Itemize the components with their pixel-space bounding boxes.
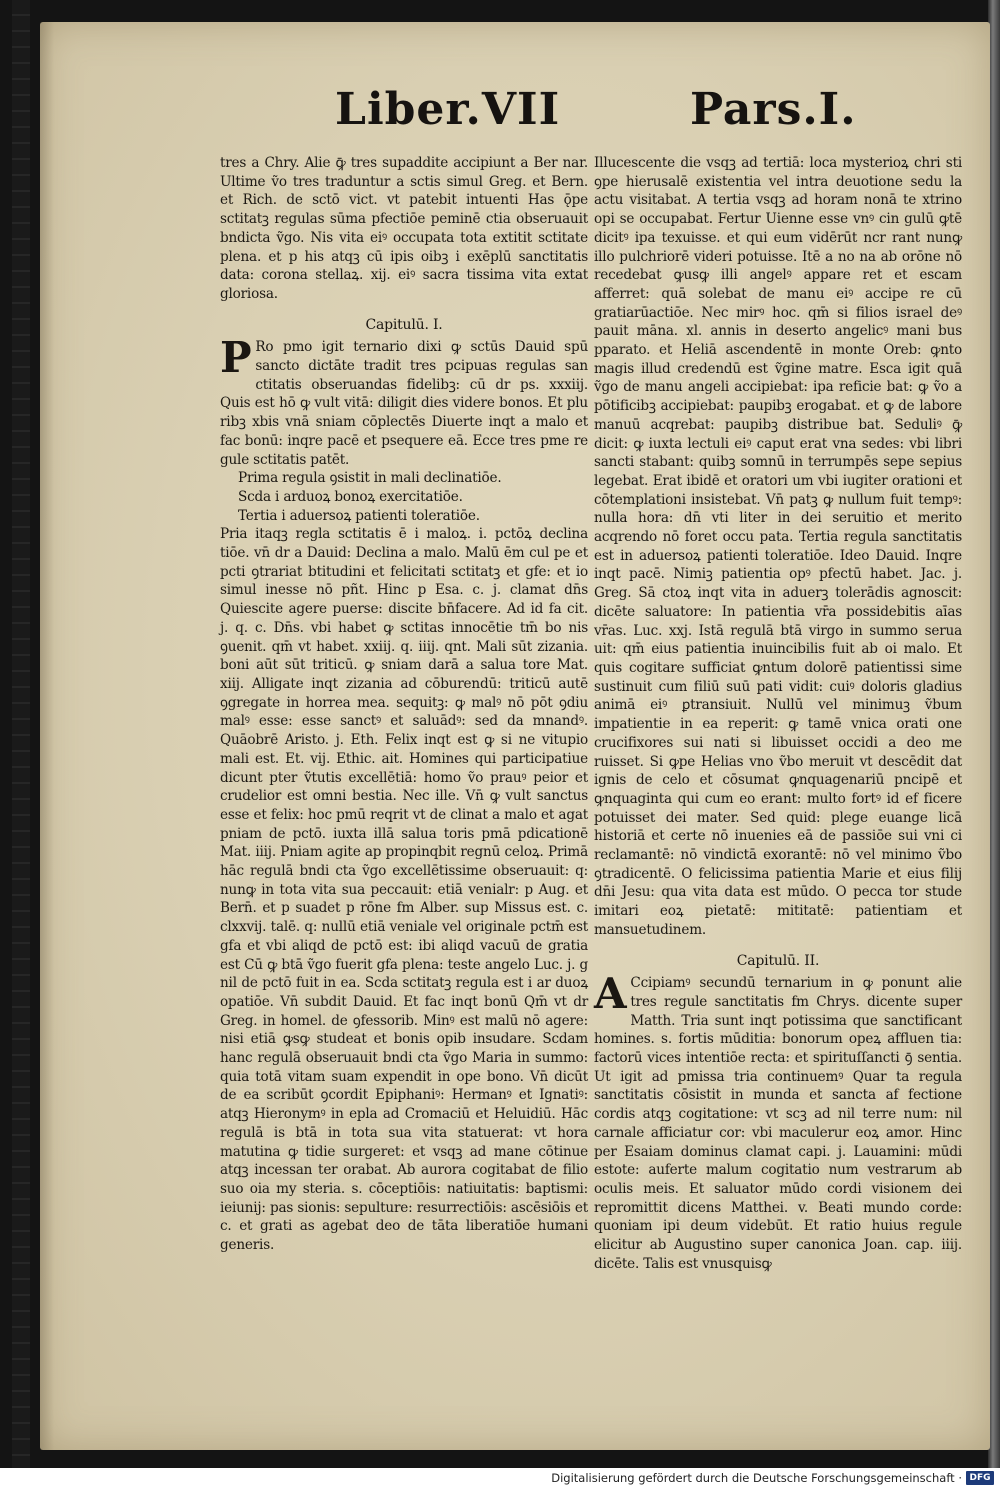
paragraph-with-initial: ACcipiamꝰ secundū ternarium in ꝙ ponunt alie tres regule sanctitatis fm Chrys. dicente super Matth. Tria sunt inqt potissima que sanctificant homines. s. fortis mūditia: bonorum opeꝝ affluen tia: factorū vices intentiōe recta: et spirituſſancti ꝯ̄ sentia. Ut igit ad pmissa tria continuemꝰ Quar ta regula sanctitatis cōsistit in munda et sancta af fectione cordis atqꝫ cogitatione: vt scꝫ ad nil terre num: nil carnale afficiatur cor: vbi maculerur eoꝝ amor. Hinc per Esaiam dominus clamat capi. j. Lauamini: mūdi estote: auferte malum cogitatio num vestrarum ab oculis meis. Et saluator mūdo cordi visionem dei repromittit dicens Matthei. v. Beati mundo corde: quoniam ipi deum videbūt. Et ratio huius regule elicitur ab Augustino super canonica Joan. cap. iiij. dicēte. Talis est vnusquisꝙ bbox=[594, 969, 962, 1272]
rule-item: Tertia i aduersoꝝ patienti toleratiōe. bbox=[238, 507, 480, 524]
paragraph: Illucescente die vsqꝫ ad tertiā: loca mysterioꝝ chri sti ꝯpe hierusalē existentia vel intra deuotione sedu la actu visitabat. A tertia vsqꝫ ad horam nonā te xtrino opi se occupabat. Fertur Uienne esse vnꝰ cin gulū ꝙtē dicitꝰ ipa texuisse. et qui eum vidērūt ncr rant nunꝙ illo pulchriorē videri potuisse. Itē a no na ab orōne nō recedebat ꝙusꝙ illi angelꝰ appare ret et escam afferret: quā solebat de manu eiꝰ accipe re cū gratiarūactiōe. Nec mirꝰ hoc. qm̄ si filios israel deꝰ pauit māna. xl. annis in deserto angelicꝰ mani bus pparato. et Heliā ascendentē in monte Oreb: ꝙnto magis illud credendū est ṽgine matre. Esca igit quā ṽgo de manu angeli accipiebat: ipa reficie bat: ꝙ ṽo a pōtificibꝫ accipiebat: paupibꝫ erogabat. et ꝙ de labore manuū acqrebat: paupibꝫ distribue bat. Seduliꝰ ꝙ̄ dicit: ꝙ iuxta lectuli eiꝰ caput erat vna sedes: vbi libri sancti stabant: quibꝫ somnū in terrumpēs sepe sepius legebat. Erat ibidē et oratori um vbi iugiter orationi et cōtemplationi insistebat. Vn̄ patꝫ ꝙ nullum fuit tempꝰ: nulla hora: dn̄ vti liter in dei seruitio et merito acqrendo nō foret occu pata. Tertia regula sanctitatis est in aduersoꝝ patienti toleratiōe. Ideo Dauid. Inqre inqt pacē. Nimiꝫ patientia opꝰ pfectū habet. Jac. j. Greg. Sā ctoꝝ inqt vita in aduerꝫ tolerādis agnoscit: dicēte saluatore: In patientia vr̄a possidebitis aīas vr̄as. Luc. xxj. Istā regulā btā virgo in summo serua uit: qm̄ eius patientia inuincibilis fuit ab oi malo. Et quis cogitare sufficiat ꝙntum dolorē patientissi sime sustinuit cum filiū suū pati vidit: cuiꝰ doloris gladius animā eiꝰ ꝑtransiuit. Nullū vel minimuꝫ ṽbum impatientie in ea reperit: ꝙ tamē vnica orati one crucifixores sui nati si libuisset occidi a deo me ruisset. Si ꝙpe Helias vno ṽbo meruit vt descēdit dat ignis de celo et cōsumat ꝙnquagenariū pncipē et ꝙnquaginta qui cum eo erant: multo fortꝰ id ef ficere potuisset dei mater. Sed quid: plege euange licā historiā et certe nō inuenies eā de passiōe sui vni ci reclamantē: nō vindictā exorantē: nō vel minimo ṽbo ꝯtradicentē. O felicissima patientia Marie et eius filij dn̄i Jesu: qua vita data est mūdo. O pecca tor stude imitari eoꝝ pietatē: mititatē: patientiam et mansuetudinem. bbox=[594, 155, 962, 938]
page-gutter-shadow bbox=[40, 22, 54, 1450]
paragraph: Pria itaqꝫ regla sctitatis ē i maloꝝ. i. pctōꝝ declina tiōe. vn̄ dr a Dauid: Declina a malo. Malū ēm cul pe et pcti ꝯtrariat btitudini et felicitati sctitatꝫ et gfe: et io simul inesse nō pñt. Hinc p Esa. c. j. clamat dn̄s Quiescite agere puerse: discite bn̄facere. Ad id fa cit. j. q. c. Dn̄s. vbi habet ꝙ sctitas innocētie tm̄ bo nis ꝯuenit. qm̄ vt habet. xxiij. q. iiij. qnt. Mali sūt zizania. boni aūt sūt triticū. ꝙ sniam darā a salua tore Mat. xiij. Alligate inqt zizania ad cōburendū: triticū autē ꝯgregate in horrea mea. sequitꝫ: ꝙ malꝰ nō pōt ꝯdiu malꝰ esse: esse sanctꝰ et saluādꝰ: sed da mnandꝰ. Quāobrē Aristo. j. Eth. Felix inqt est ꝙ si ne vitupio mali est. Et. vij. Ethic. ait. Homines qui participatiue dicunt pter ṽtutis excellētiā: homo ṽo prauꝰ peior et crudelior est omni bestia. Nec ille. Vn̄ ꝙ vult sanctus esse et felix: hoc pmū reqrit vt de clinat a malo et agat pniam de pctō. iuxta illā salua toris pmā pdicationē Mat. iiij. Pniam agite ap propinqbit regnū celoꝝ. Primā hāc regulā bndi cta ṽgo excellētissime obseruauit: q: nunꝙ in tota vita sua peccauit: etiā venialr: p Aug. et Bern̄. et p suadet p rōne fm Alber. sup Missus est. c. clxxvij. talē. q: nullū etiā veniale vel originale pctm̄ est gfa et vbi aliqd de pctō est: ibi aliqd vacuū de gratia est Cū ꝙ btā ṽgo fuerit gfa plena: teste angelo Luc. j. g nil de pctō fuit in ea. Scda sctitatꝫ regula est i ar duoꝝ opatiōe. Vn̄ subdit Dauid. Et fac inqt bonū Qm̄ vt dr Greg. in homel. de ꝯfessorib. Minꝰ est malū nō agere: nisi etiā ꝙsꝙ studeat et bonis opib insudare. Scdam hanc regulā obseruauit bndi cta ṽgo Maria in summo: quia totā vitam suam expendit in ope bono. Vn̄ dicūt de ea scribūt ꝯcordit Epiphaniꝰ: Hermanꝰ et Ignatiꝰ: atqꝫ Hieronymꝰ in epla ad Cromaciū et Heluidiū. Hāc regulā is btā in tota sua vita statuerat: vt hora matutina ꝙ tidie surgeret: et vsqꝫ ad mane cōtinue atqꝫ incessan ter orabat. Ab aurora cogitabat de filio suo oia my steria. s. cōceptiōis: natiuitatis: baptismi: ieiunij: pas sionis: sepulture: resurrectiōis: ascēsiōis et c. et grati as agebat deo de tāta liberatiōe humani generis. bbox=[220, 526, 588, 1254]
chapter-heading: Capitulū. II. bbox=[736, 952, 820, 969]
paragraph-with-initial: PRo pmo igit ternario dixi ꝙ sctūs Dauid spū sancto dictāte tradit tres pcipuas regulas san ctitatis obseruandas fidelibꝫ: cū dr ps. xxxiij. Quis est hō ꝙ vult vitā: diligit dies videre bonos. Et plu ribꝫ xbis vnā sniam cōplectēs Diuerte inqt a malo et fac bonū: inqre pacē et psequere eā. Ecce tres pme re gule sctitatis patēt. bbox=[220, 333, 588, 468]
digitization-footer bbox=[0, 1468, 1000, 1489]
dfg-logo-icon: DFG bbox=[966, 1471, 994, 1485]
running-head-left: Liber.VII bbox=[335, 84, 561, 135]
rule-item: Scda i arduoꝝ bonoꝝ exercitatiōe. bbox=[238, 488, 463, 505]
scan-ruler bbox=[12, 0, 30, 1468]
funding-credit: Digitalisierung gefördert durch die Deutsche Forschungsgemeinschaft · bbox=[551, 1471, 962, 1485]
text-column-left bbox=[220, 154, 588, 1255]
text-column-right bbox=[594, 154, 962, 1273]
chapter-heading: Capitulū. I. bbox=[365, 316, 443, 333]
paragraph: tres a Chry. Alie ꝙ̄ tres supaddite accipiunt a Ber nar. Ultime ṽo tres traduntur a sctis simul Greg. et Bern. et Rich. de sctō vict. vt patebit intuenti Has ǭpe sctitatꝫ regulas sūma pfectiōe peminē ctia obseruauit bndicta ṽgo. Nis vita eiꝰ occupata tota extitit sctitate plena. et p his atqꝫ cū ipis oibꝫ i exēplū sanctitatis data: corona stellaꝝ. xij. eiꝰ sacra tissima vita extat gloriosa. bbox=[220, 155, 588, 302]
book-page bbox=[40, 22, 990, 1450]
running-head-right: Pars.I. bbox=[690, 84, 857, 135]
rule-item: Prima regula ꝯsistit in mali declinatiōe. bbox=[238, 470, 502, 487]
